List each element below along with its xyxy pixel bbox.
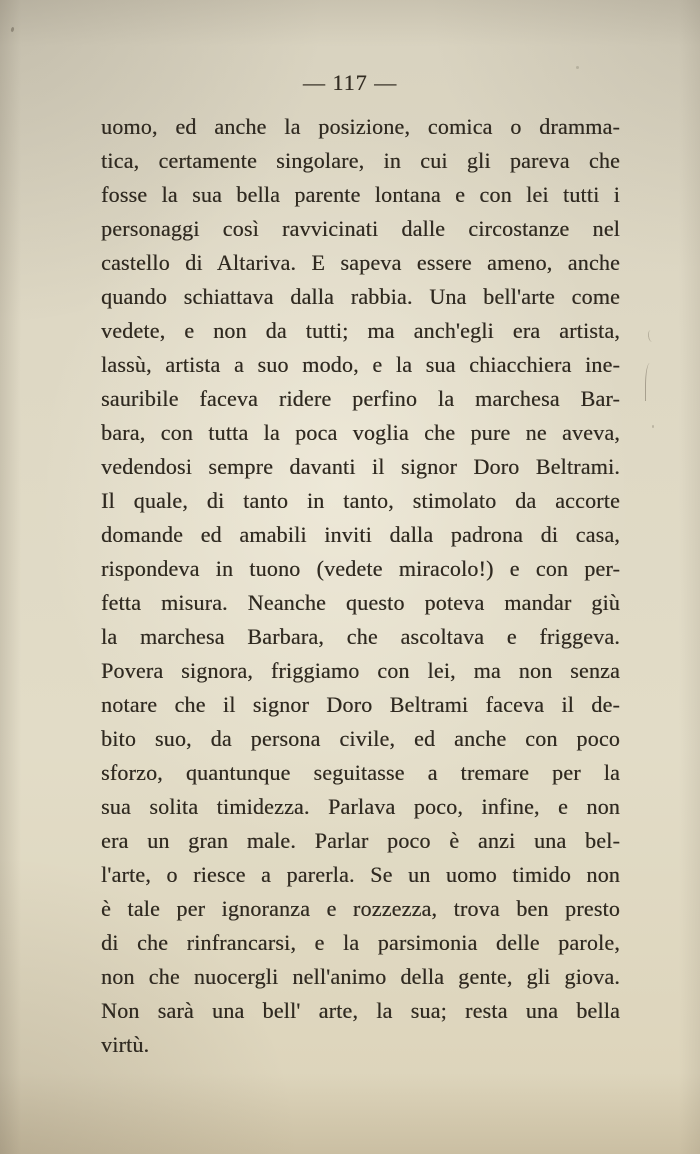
text-line: bara, con tutta la poca voglia che pure ne aveva, — [101, 420, 620, 445]
text-line: Non sarà una bell' arte, la sua; resta una bella — [101, 998, 620, 1023]
scan-speck — [652, 425, 654, 428]
text-line: domande ed amabili inviti dalla padrona di casa, — [101, 522, 620, 547]
page-text — [101, 110, 620, 1062]
scan-speck — [576, 66, 579, 69]
text-line: non che nuocergli nell'animo della gente, gli giova. — [101, 964, 620, 989]
text-line: tica, certamente singolare, in cui gli pareva che — [101, 148, 620, 173]
text-line: sforzo, quantunque seguitasse a tremare per la — [101, 760, 620, 785]
text-line: è tale per ignoranza e rozzezza, trova ben presto — [101, 896, 620, 921]
page-number: — 117 — — [302, 70, 398, 95]
text-line: sua solita timidezza. Parlava poco, infine, e non — [101, 794, 620, 819]
scan-speck — [10, 27, 14, 33]
page-header — [0, 70, 700, 96]
text-line: quando schiattava dalla rabbia. Una bell'arte come — [101, 284, 620, 309]
text-line: personaggi così ravvicinati dalle circostanze nel — [101, 216, 620, 241]
text-line: vedete, e non da tutti; ma anch'egli era artista, — [101, 318, 620, 343]
text-line: rispondeva in tuono (vedete miracolo!) e con per- — [101, 556, 620, 581]
text-line: fosse la sua bella parente lontana e con lei tutti i — [101, 182, 620, 207]
text-line: l'arte, o riesce a parerla. Se un uomo timido non — [101, 862, 620, 887]
text-line: fetta misura. Neanche questo poteva mandar giù — [101, 590, 620, 615]
text-line: la marchesa Barbara, che ascoltava e friggeva. — [101, 624, 620, 649]
text-line: era un gran male. Parlar poco è anzi una bel- — [101, 828, 620, 853]
text-line: uomo, ed anche la posizione, comica o dramma- — [101, 114, 620, 139]
text-line: sauribile faceva ridere perfino la marchesa Bar- — [101, 386, 620, 411]
text-line: Il quale, di tanto in tanto, stimolato da accorte — [101, 488, 620, 513]
text-line: notare che il signor Doro Beltrami faceva il de- — [101, 692, 620, 717]
text-line: virtù. — [101, 1032, 150, 1057]
text-line: Povera signora, friggiamo con lei, ma non senza — [101, 658, 620, 683]
text-line: bito suo, da persona civile, ed anche con poco — [101, 726, 620, 751]
text-line: vedendosi sempre davanti il signor Doro Beltrami. — [101, 454, 620, 479]
text-line: lassù, artista a suo modo, e la sua chiacchiera ine- — [101, 352, 620, 377]
scan-fiber — [645, 363, 653, 401]
text-line: di che rinfrancarsi, e la parsimonia delle parole, — [101, 930, 620, 955]
scan-mark — [647, 330, 656, 343]
text-line: castello di Altariva. E sapeva essere ameno, anche — [101, 250, 620, 275]
